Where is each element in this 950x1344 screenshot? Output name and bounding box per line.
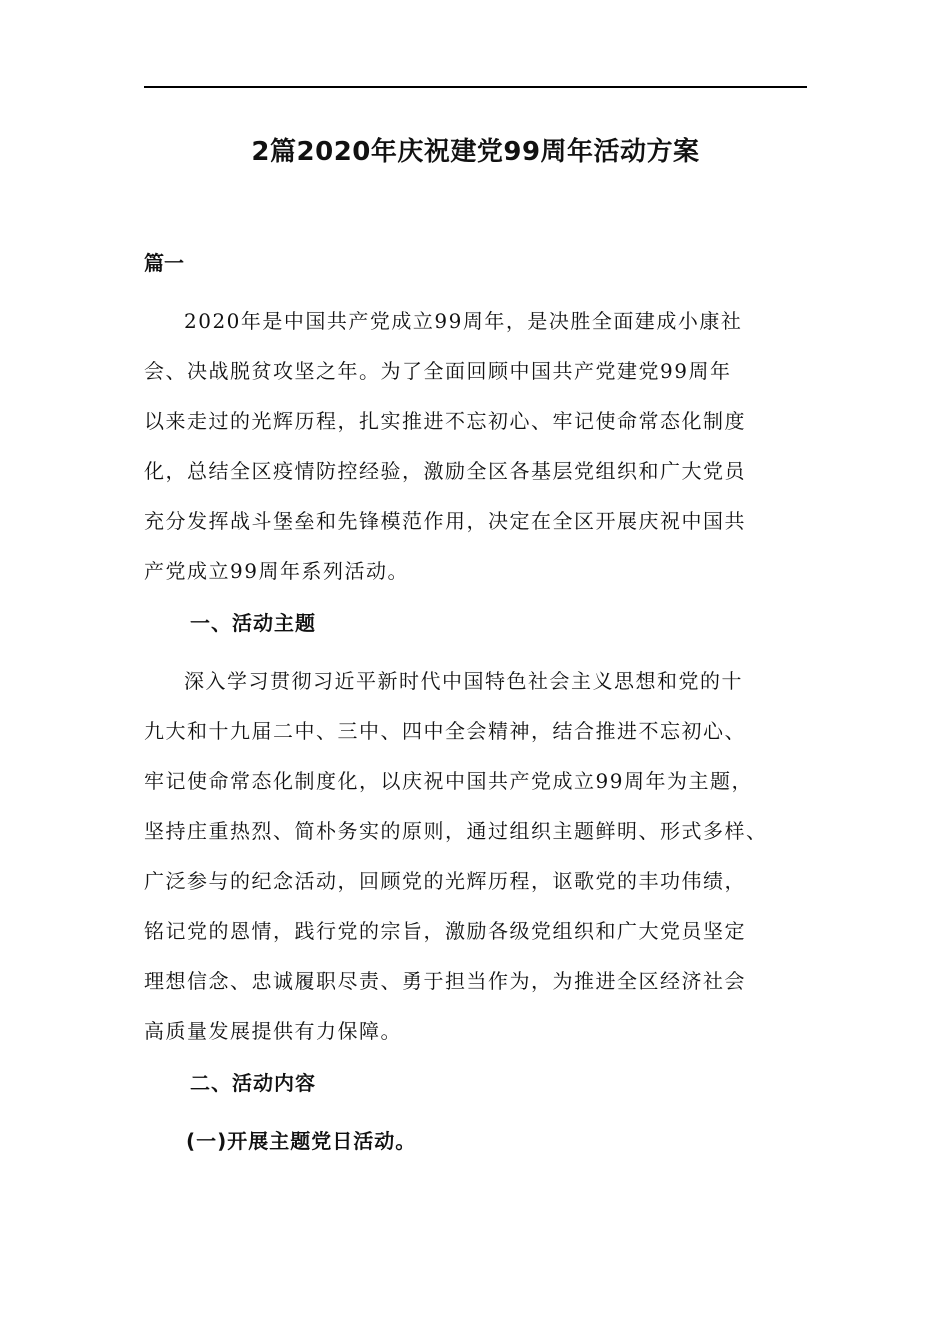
header-rule (144, 86, 807, 88)
heading-activity-content: 二、活动内容 (190, 1071, 316, 1095)
paragraph-line: 产党成立99周年系列活动。 (144, 559, 409, 583)
paragraph-line: 九大和十九届二中、三中、四中全会精神，结合推进不忘初心、 (144, 719, 746, 743)
paragraph-line: 理想信念、忠诚履职尽责、勇于担当作为，为推进全区经济社会 (144, 969, 746, 993)
paragraph-line: 2020年是中国共产党成立99周年，是决胜全面建成小康社 (184, 309, 743, 333)
paragraph-line: 会、决战脱贫攻坚之年。为了全面回顾中国共产党建党99周年 (144, 359, 732, 383)
paragraph-line: 充分发挥战斗堡垒和先锋模范作用，决定在全区开展庆祝中国共 (144, 509, 746, 533)
paragraph-line: 化，总结全区疫情防控经验，激励全区各基层党组织和广大党员 (144, 459, 746, 483)
theme-paragraph (144, 656, 812, 1056)
paragraph-line: 广泛参与的纪念活动，回顾党的光辉历程，讴歌党的丰功伟绩， (144, 869, 746, 893)
document-title: 2篇2020年庆祝建党99周年活动方案 (251, 137, 700, 167)
paragraph-line: 以来走过的光辉历程，扎实推进不忘初心、牢记使命常态化制度 (144, 409, 746, 433)
paragraph-line: 深入学习贯彻习近平新时代中国特色社会主义思想和党的十 (184, 669, 743, 693)
intro-paragraph (144, 296, 812, 596)
section-label: 篇一 (144, 251, 184, 275)
paragraph-line: 坚持庄重热烈、简朴务实的原则，通过组织主题鲜明、形式多样、 (144, 819, 768, 843)
paragraph-line: 高质量发展提供有力保障。 (144, 1019, 402, 1043)
paragraph-line: 铭记党的恩情，践行党的宗旨，激励各级党组织和广大党员坚定 (144, 919, 746, 943)
subheading-party-day: (一)开展主题党日活动。 (186, 1129, 417, 1153)
heading-activity-theme: 一、活动主题 (190, 611, 316, 635)
paragraph-line: 牢记使命常态化制度化，以庆祝中国共产党成立99周年为主题， (144, 769, 753, 793)
